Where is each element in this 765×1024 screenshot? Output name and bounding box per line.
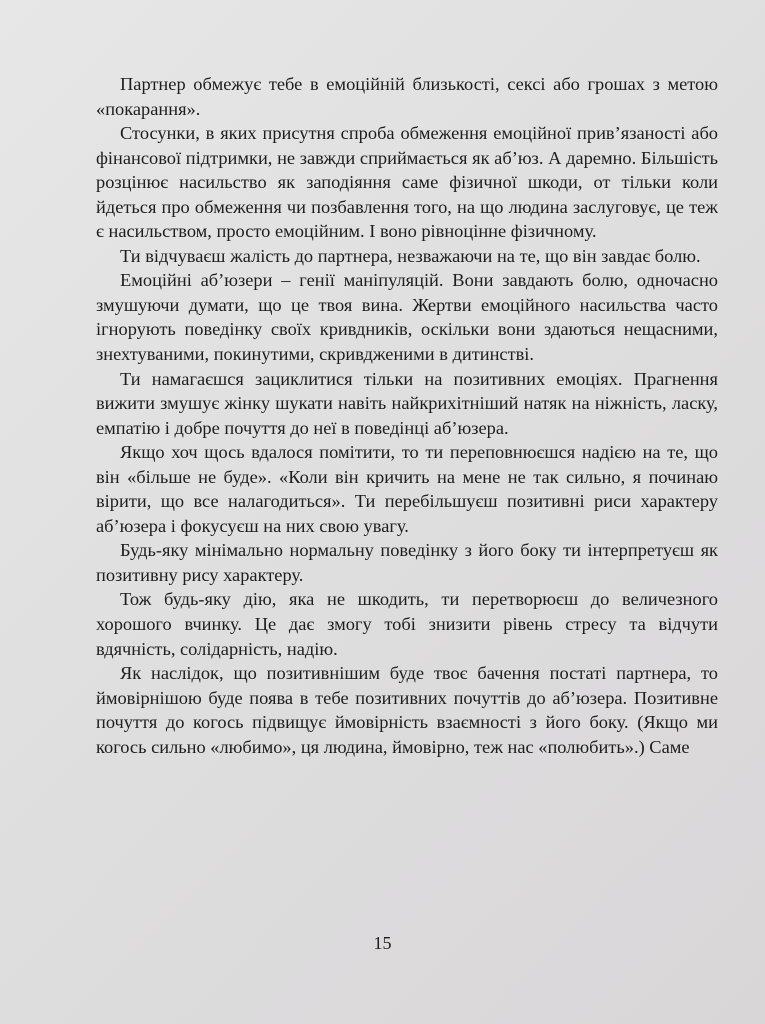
paragraph: Емоційні аб’юзери – генії маніпуляцій. Вони завдають болю, одночасно змушуючи думати, що це твоя вина. Жертви емоційного насильства часто ігнорують поведінку своїх кривдників, оскільки вони здаються нещасними, знехтуваними, покинутими, скривдженими в дитинстві. xyxy=(96,270,718,365)
paragraph: Як наслідок, що позитивнішим буде твоє бачення постаті партнера, то ймовірнішою буде поява в тебе позитивних почуттів до аб’юзера. Позитивне почуття до когось підвищує ймовірність взаємності з його боку. (Якщо ми когось сильно «любимо», ця людина, ймовірно, теж нас «полюбить».) Саме xyxy=(96,663,718,757)
body-text xyxy=(96,72,718,759)
paragraph: Якщо хоч щось вдалося помітити, то ти переповнюєшся надією на те, що він «більше не буде». «Коли він кричить на мене не так сильно, я починаю вірити, що все налагодиться». Ти перебільшуєш позитивні риси характеру аб’юзера і фокусуєш на них свою увагу. xyxy=(96,442,718,536)
paragraph: Партнер обмежує тебе в емоційній близькості, сексі або грошах з метою «покарання». xyxy=(96,74,718,119)
paragraph: Ти відчуваєш жалість до партнера, незважаючи на те, що він завдає болю. xyxy=(120,245,701,266)
page-number: 15 xyxy=(373,933,392,953)
paragraph: Тож будь-яку дію, яка не шкодить, ти перетворюєш до величезного хорошого вчинку. Це дає змогу тобі знизити рівень стресу та відчути вдячність, солідарність, надію. xyxy=(96,589,718,659)
paragraph: Будь-яку мінімально нормальну поведінку з його боку ти інтерпретуєш як позитивну рису характеру. xyxy=(96,540,718,585)
paragraph: Ти намагаєшся зациклитися тільки на позитивних емоціях. Прагнення вижити змушує жінку шукати навіть найкрихітніший натяк на ніжність, ласку, емпатію і добре почуття до неї в поведінці аб’юзера. xyxy=(96,368,718,438)
paragraph: Стосунки, в яких присутня спроба обмеження емоційної прив’язаності або фінансової підтримки, не завжди сприймається як аб’юз. А даремно. Більшість розцінює насильство як заподіяння саме фізичної шкоди, от тільки коли йдеться про обмеження чи позбавлення того, на що людина заслуговує, це теж є насильством, просто емоційним. І воно рівноцінне фізичному. xyxy=(96,123,718,242)
